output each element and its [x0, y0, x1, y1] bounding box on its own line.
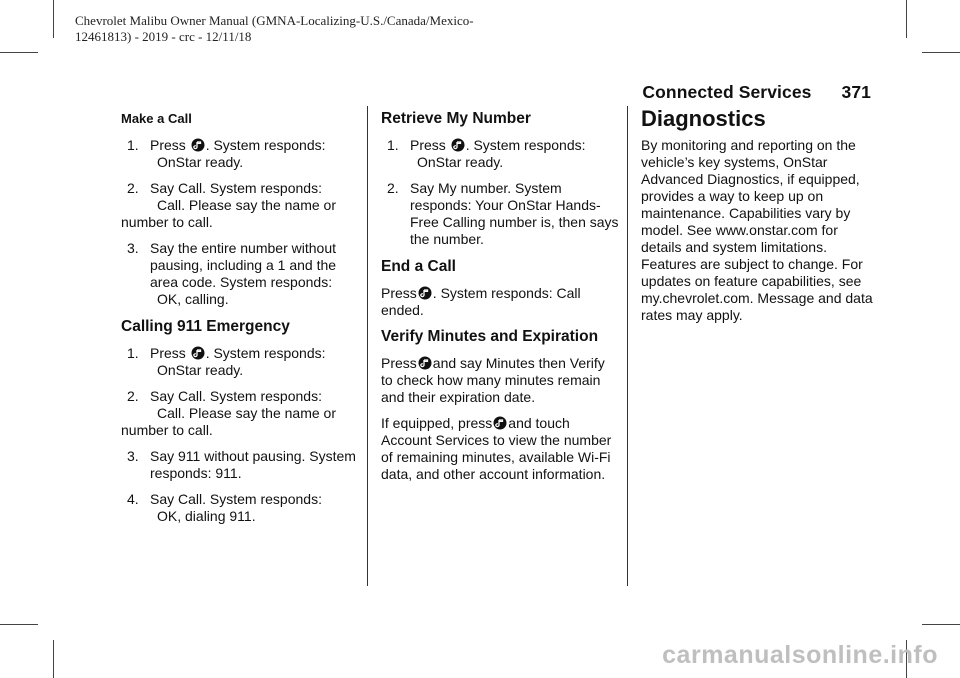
header-line-2: 12461813) - 2019 - crc - 12/11/18: [75, 29, 252, 44]
list-item: 4. Say Call. System responds: OK, dialing 911.: [127, 491, 322, 524]
column-1: [121, 110, 359, 535]
calling-911-heading: Calling 911 Emergency: [121, 318, 290, 335]
page-number: 371: [841, 82, 871, 102]
header-line-1: Chevrolet Malibu Owner Manual (GMNA-Localizing-U.S./Canada/Mexico-: [75, 13, 474, 28]
list-item: 2. Say Call. System responds: Call. Please say the name or number to call.: [121, 180, 336, 230]
retrieve-number-heading: Retrieve My Number: [381, 110, 531, 127]
end-call-heading: End a Call: [381, 258, 456, 275]
make-call-steps: [121, 137, 359, 308]
column-3: [641, 106, 873, 333]
calling-911-steps: [121, 345, 359, 525]
column-2: [381, 110, 619, 492]
crop-mark: [922, 624, 960, 625]
list-item: 3. Say the entire number without pausing, including a 1 and the area code. System responds: OK, calling.: [127, 240, 337, 307]
section-title: Connected Services: [642, 82, 812, 102]
verify-minutes-heading: Verify Minutes and Expiration: [381, 328, 599, 345]
list-item: 2. Say My number. System responds: Your OnStar Hands-Free Calling number is, then says the number.: [387, 180, 619, 247]
onstar-voice-button-icon: [493, 416, 507, 430]
diagnostics-heading: Diagnostics: [641, 106, 766, 131]
list-item: 2. Say Call. System responds: Call. Please say the name or number to call.: [121, 388, 336, 438]
list-item: 3. Say 911 without pausing. System responds: 911.: [127, 448, 356, 481]
diagnostics-body: By monitoring and reporting on the vehicle’s key systems, OnStar Advanced Diagnostics, if equipped, provides a way to keep up on maintenance. Capabilities vary by model. See www.onstar.com for details and system limitations. Features are subject to change. For updates on feature capabilities, see my.chevrolet.com. Message and data rates may apply.: [641, 137, 873, 323]
list-item: 1. Press . System responds: OnStar ready.: [387, 137, 586, 170]
crop-mark: [922, 52, 960, 53]
make-call-heading: Make a Call: [121, 111, 192, 126]
column-divider: [627, 106, 628, 586]
retrieve-number-steps: [381, 137, 619, 248]
onstar-voice-button-icon: [418, 356, 432, 370]
onstar-voice-button-icon: [418, 286, 432, 300]
onstar-voice-button-icon: [451, 138, 465, 152]
document-header: [75, 13, 474, 45]
crop-mark: [906, 0, 907, 38]
onstar-voice-button-icon: [191, 138, 205, 152]
crop-mark: [0, 52, 38, 53]
verify-paragraph-1: Press and say Minutes then Verify to check how many minutes remain and their expiration date.: [381, 355, 605, 405]
verify-paragraph-2: If equipped, press and touch Account Services to view the number of remaining minutes, available Wi-Fi data, and other account information.: [381, 415, 612, 482]
crop-mark: [0, 624, 38, 625]
end-call-text: Press . System responds: Call ended.: [381, 285, 581, 318]
watermark: carmanualsonline.info: [662, 641, 938, 669]
list-item: 1. Press . System responds: OnStar ready.: [127, 345, 326, 378]
running-head: [642, 82, 871, 103]
list-item: 1. Press . System responds: OnStar ready.: [127, 137, 326, 170]
crop-mark: [53, 640, 54, 678]
column-divider: [367, 106, 368, 586]
crop-mark: [53, 0, 54, 38]
onstar-voice-button-icon: [191, 346, 205, 360]
